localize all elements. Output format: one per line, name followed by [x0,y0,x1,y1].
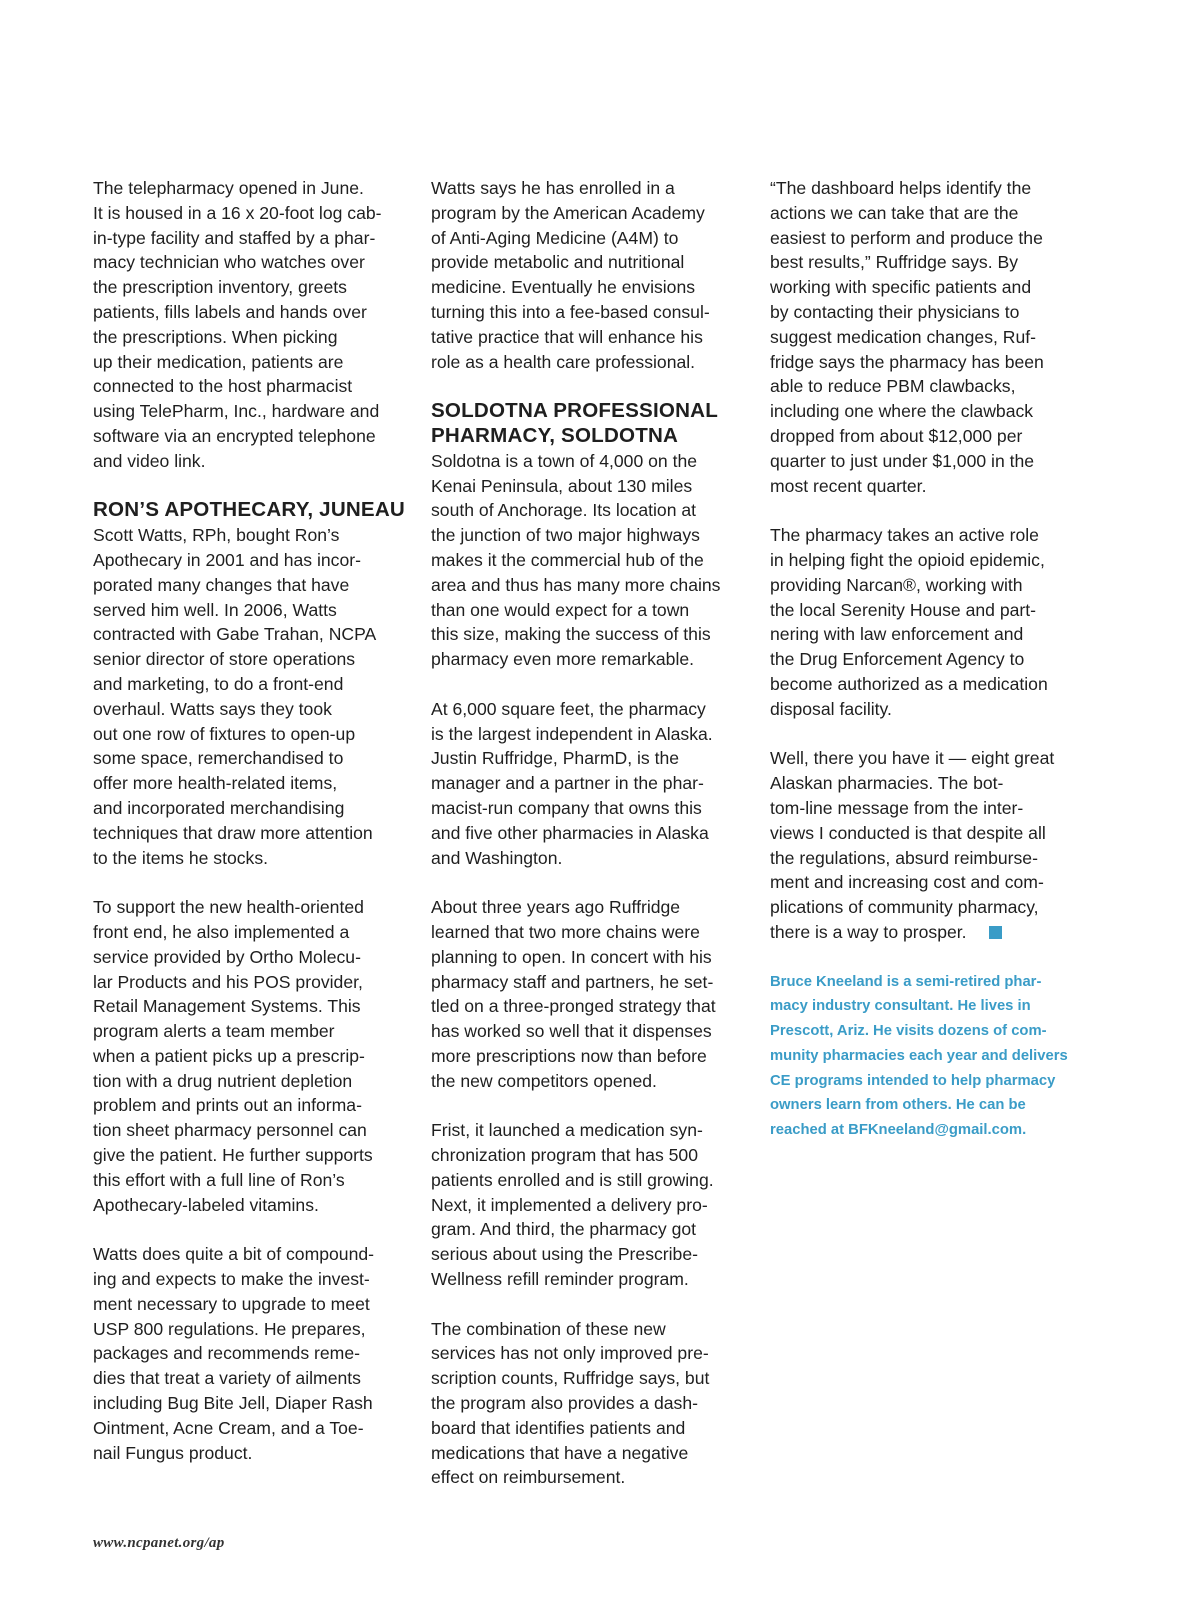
heading-rons-apothecary: RON’S APOTHECARY, JUNEAU [93,498,405,522]
paragraph-three-years-ago: About three years ago Ruffridge learned that two more chains were planning to open. In concert with his pharmacy staff and partners, he set- tled on a three-pronged strategy that has worked so well that it dispenses more prescriptions now than before the new competitors opened. [431,897,716,1091]
column-middle [431,176,751,1515]
paragraph-opioid-epidemic: The pharmacy takes an active role in helping fight the opioid epidemic, providing Narcan®, working with the local Serenity House and part- nering with law enforcement and the Drug Enforcement Agency to become authorized as a medication disposal facility. [770,525,1048,719]
paragraph-health-front-end: To support the new health-oriented front end, he also implemented a service provided by Ortho Molecu- lar Products and his POS provider, Retail Management Systems. This program alerts a team member when a patient picks up a prescrip- tion with a drug nutrient depletion problem and prints out an informa- tion sheet pharmacy personnel can give the patient. He further supports this effort with a full line of Ron’s Apothecary-labeled vitamins. [93,897,373,1215]
heading-soldotna-professional: SOLDOTNA PROFESSIONAL PHARMACY, SOLDOTNA [431,399,718,447]
paragraph-scott-watts: Scott Watts, RPh, bought Ron’s Apothecary in 2001 and has incor- porated many changes that have served him well. In 2006, Watts contracted with Gabe Trahan, NCPA senior director of store operations and marketing, to do a front-end overhaul. Watts says they took out one row of fixtures to open-up some space, remerchandised to offer more health-related items, and incorporated merchandising techniques that draw more attention to the items he stocks. [93,525,377,868]
column-right [770,176,1090,1143]
paragraph-a4m-program: Watts says he has enrolled in a program by the American Academy of Anti-Aging Medicine (A4M) to provide metabolic and nutritional medicine. Eventually he envisions turning this into a fee-based consul- tative practice that will enhance his role as a health care professional. [431,178,710,372]
paragraph-med-sync: Frist, it launched a medication syn- chronization program that has 500 patients enrolled and is still growing. Next, it implemented a delivery pro- gram. And third, the pharmacy got serious about using the Prescribe- Wellness refill reminder program. [431,1120,714,1290]
paragraph-telepharmacy: The telepharmacy opened in June. It is housed in a 16 x 20-foot log cab- in-type facility and staffed by a phar- macy technician who watches over the prescription inventory, greets patients, fills labels and hands over the prescriptions. When picking up their medication, patients are connected to the host pharmacist using TelePharm, Inc., hardware and software via an encrypted telephone and video link. [93,178,382,471]
paragraph-soldotna-town: Soldotna is a town of 4,000 on the Kenai Peninsula, about 130 miles south of Anchorage. Its location at the junction of two major highways makes it the commercial hub of the area and thus has many more chains than one would expect for a town this size, making the success of this pharmacy even more remarkable. [431,450,721,670]
column-left [93,176,408,1490]
paragraph-conclusion [770,746,1090,944]
footer-url: www.ncpanet.org/ap [93,1535,225,1551]
paragraph-square-feet: At 6,000 square feet, the pharmacy is the largest independent in Alaska. Justin Ruffridge, PharmD, is the manager and a partner in the phar- macist-run company that owns this and five other pharmacies in Alaska and Washington. [431,698,713,868]
paragraph-dashboard-quote: “The dashboard helps identify the actions we can take that are the easiest to perform and produce the best results,” Ruffridge says. By working with specific patients and by contacting their physicians to suggest medication changes, Ruf- fridge says the pharmacy has been able to reduce PBM clawbacks, including one where the clawback dropped from about $12,000 per quarter to just under $1,000 in the most recent quarter. [770,178,1044,496]
conclusion-text: Well, there you have it — eight great Alaskan pharmacies. The bot- tom-line message from the inter- views I conducted is that despite all the regulations, absurd reimburse- ment and increasing cost and com- plications of community pharmacy, there is a way to prosper. [770,748,1055,942]
paragraph-compounding: Watts does quite a bit of compound- ing and expects to make the invest- ment necessary to upgrade to meet USP 800 regulations. He prepares, packages and recommends reme- dies that treat a variety of ailments including Bug Bite Jell, Diaper Rash Ointment, Acne Cream, and a Toe- nail Fungus product. [93,1244,375,1463]
end-of-article-mark [989,926,1002,939]
paragraph-combination: The combination of these new services has not only improved pre- scription counts, Ruffridge says, but the program also provides a dash- board that identifies patients and medications that have a negative effect on reimbursement. [431,1318,710,1488]
author-bio: Bruce Kneeland is a semi-retired phar- macy industry consultant. He lives in Prescott, Ariz. He visits dozens of com- munity pharmacies each year and delivers CE programs intended to help pharmacy owners learn from others. He can be reached at BFKneeland@gmail.com. [770,973,1068,1139]
